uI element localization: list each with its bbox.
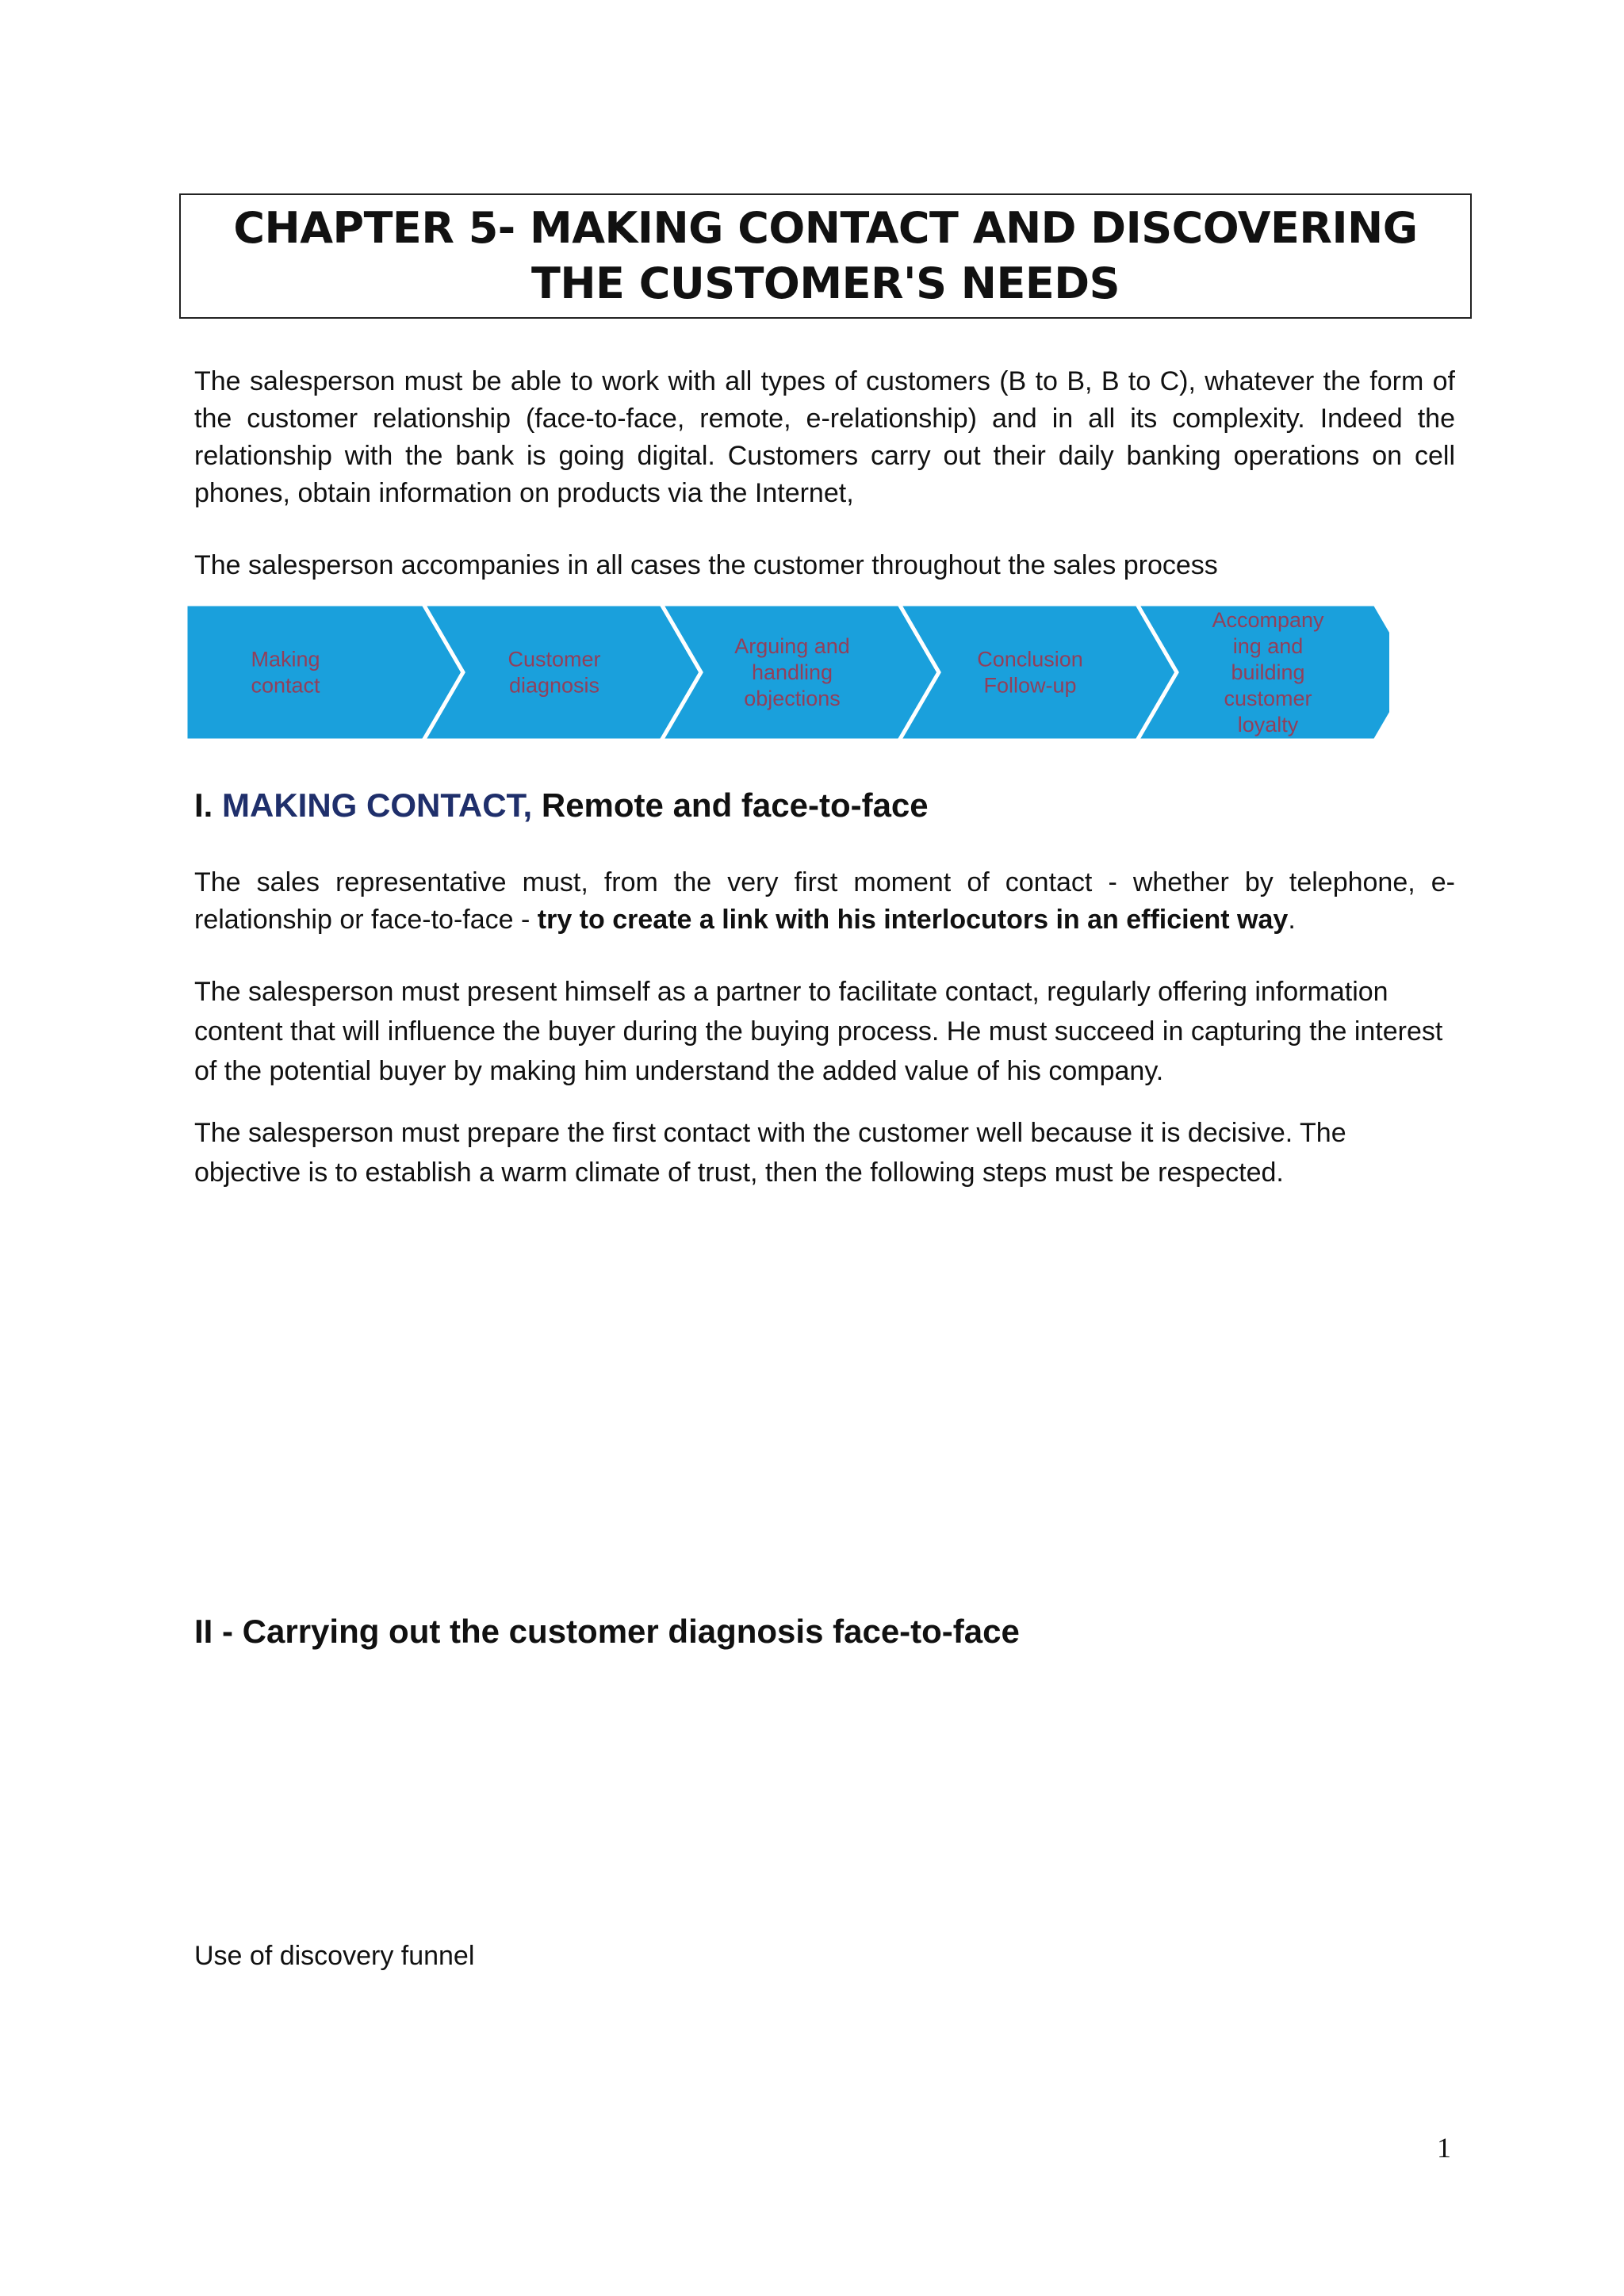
section-2-heading: II - Carrying out the customer diagnosis face-to-face (194, 1613, 1020, 1650)
section-1-paragraph-2: The salesperson must present himself as a partner to facilitate contact, regularly offering information content that will influence the buyer during the buying process. He must succeed in capturing the interest of the potential buyer by making him understand the added value of his company. (194, 977, 1443, 1086)
chapter-title-box (179, 193, 1472, 319)
process-step-label: Arguing and (734, 634, 850, 658)
p1-start: The sales representative must, from the very first moment of contact - whether by telephone, e-relationship or face-to-face - (194, 867, 1455, 935)
section-1-paragraph-3: The salesperson must prepare the first contact with the customer well because it is decisive. The objective is to establish a warm climate of trust, then the following steps must be respected. (194, 1118, 1346, 1188)
process-step-arrow (186, 604, 463, 740)
process-step-label: Conclusion (977, 647, 1083, 672)
process-step-arrow (899, 604, 1177, 740)
p1-bold: try to create a link with his interlocutors in an efficient way (537, 905, 1289, 935)
page-number: 1 (1437, 2132, 1451, 2164)
sales-process-diagram (184, 599, 1389, 747)
accompanies-paragraph: The salesperson accompanies in all cases the customer throughout the sales process (194, 550, 1218, 580)
section-1-number: I. (194, 786, 223, 824)
discovery-funnel-text: Use of discovery funnel (194, 1941, 475, 1971)
process-step-arrow (423, 604, 701, 740)
process-step-label: building (1231, 660, 1305, 684)
process-step-label: ing and (1232, 634, 1304, 658)
process-step-label: Follow-up (983, 673, 1077, 698)
section-1-heading (194, 783, 929, 828)
process-step-label: diagnosis (508, 673, 600, 698)
intro-paragraph: The salesperson must be able to work with all types of customers (B to B, B to C), whatever the form of the customer relationship (face-to-face, remote, e-relationship) and in all its complexity. Indeed the relationship with the bank is going digital. Customers carry out their daily banking operations on cell phones, obtain information on products via the Internet, (194, 366, 1455, 508)
section-1-paragraph-1 (194, 864, 1455, 939)
chapter-title: CHAPTER 5- MAKING CONTACT AND DISCOVERING THE CUSTOMER'S NEEDS (233, 203, 1418, 308)
process-step-label: Making (251, 647, 320, 672)
process-step-label: handling (751, 660, 833, 684)
p1-end: . (1288, 905, 1296, 935)
section-1-accent: MAKING CONTACT, (222, 786, 533, 824)
process-step-label: customer (1224, 687, 1312, 710)
process-step-label: Accompany (1212, 608, 1324, 632)
process-step-label: Customer (508, 647, 601, 672)
process-step-label: objections (744, 687, 841, 710)
process-step-label: loyalty (1237, 713, 1299, 737)
process-step-label: contact (251, 673, 320, 698)
section-1-rest: Remote and face-to-face (532, 786, 929, 824)
